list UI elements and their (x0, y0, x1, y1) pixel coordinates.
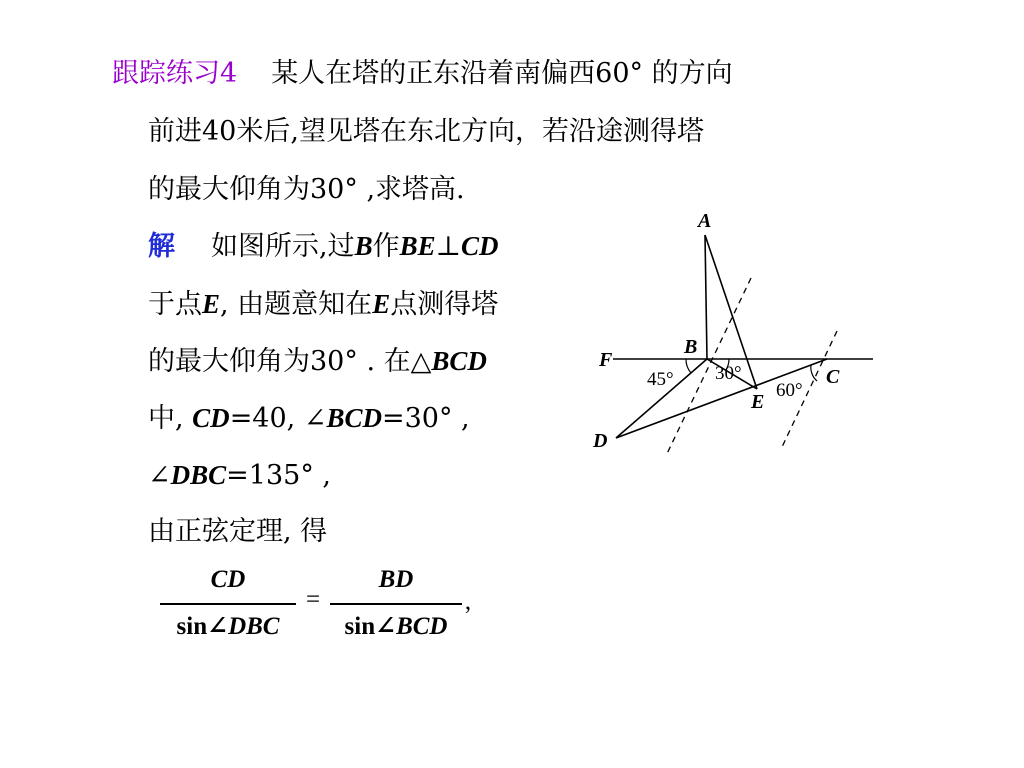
var-DBC: DBC (170, 460, 227, 490)
problem-line-2 (148, 114, 704, 150)
sin-text: sin∠ (344, 613, 397, 640)
solution-line-3 (148, 343, 487, 380)
problem-text-1: 某人在塔的正东沿着南偏西60° 的方向 (271, 58, 733, 89)
trailing-comma (462, 588, 474, 616)
sol-text: 点测得塔 (390, 289, 499, 320)
solution-line-5 (148, 457, 331, 494)
perp-symbol: ⊥ (435, 231, 462, 262)
sol-text: 作 (372, 231, 400, 262)
var-CD: CD (192, 403, 230, 433)
fraction-1-bar (160, 603, 296, 605)
solution-line-2 (148, 286, 498, 323)
fraction-2-numerator (330, 566, 462, 594)
fraction-2-denominator (330, 611, 462, 641)
label-B: B (684, 336, 698, 358)
sol-text: 由正弦定理, 得 (148, 516, 328, 547)
problem-line-1 (112, 56, 733, 92)
fraction-2-bar (330, 603, 462, 605)
sol-text: =30° , (382, 403, 470, 434)
var-DBC: DBC (228, 613, 280, 640)
var-BCD: BCD (431, 346, 487, 376)
var-E: E (372, 289, 391, 319)
sol-text: 于点 (148, 289, 202, 320)
line-AB (705, 235, 707, 359)
sol-text: 如图所示,过 (211, 231, 355, 262)
solution-line-6 (148, 514, 327, 550)
sol-text: 的最大仰角为30° . 在△ (148, 346, 432, 377)
sol-text: , 由题意知在 (220, 289, 373, 320)
label-A: A (698, 210, 712, 232)
var-BCD: BCD (326, 403, 382, 433)
angle-label-30: 30° (715, 363, 742, 384)
fraction-1-denominator (160, 611, 296, 641)
angle-label-60: 60° (776, 380, 803, 401)
solution-line-4 (148, 400, 470, 437)
solution-line-1 (148, 228, 499, 265)
var-CD: CD (461, 231, 499, 261)
problem-line-3 (148, 172, 465, 208)
arc-45 (686, 359, 691, 373)
sol-text: 中, (148, 403, 193, 434)
label-D: D (593, 430, 608, 452)
geometry-figure (585, 205, 885, 455)
var-BE: BE (399, 231, 436, 261)
sine-rule-equation (160, 566, 490, 646)
var-B: B (354, 231, 373, 261)
var-BCD: BCD (396, 613, 448, 640)
var-BD: BD (378, 566, 414, 593)
angle-label-45: 45° (647, 369, 674, 390)
comma-text: , (464, 588, 472, 615)
exercise-tag: 跟踪练习4 (112, 58, 238, 89)
sol-text: =135° , (226, 460, 331, 491)
sol-text: =40, ∠ (229, 403, 327, 434)
label-C: C (826, 366, 840, 388)
equals-text: = (305, 586, 321, 613)
problem-text-3: 的最大仰角为30° ,求塔高. (148, 174, 465, 205)
label-E: E (751, 391, 765, 413)
fraction-1-numerator (160, 566, 296, 594)
sin-text: sin∠ (176, 613, 229, 640)
angle-symbol: ∠ (148, 460, 171, 491)
label-F: F (599, 349, 613, 371)
var-CD: CD (210, 566, 246, 593)
problem-text-2: 前进40米后,望见塔在东北方向，若沿途测得塔 (148, 116, 704, 147)
var-E: E (202, 289, 221, 319)
solution-label: 解 (148, 231, 175, 262)
equals-sign (298, 586, 328, 614)
arc-60 (811, 365, 817, 381)
